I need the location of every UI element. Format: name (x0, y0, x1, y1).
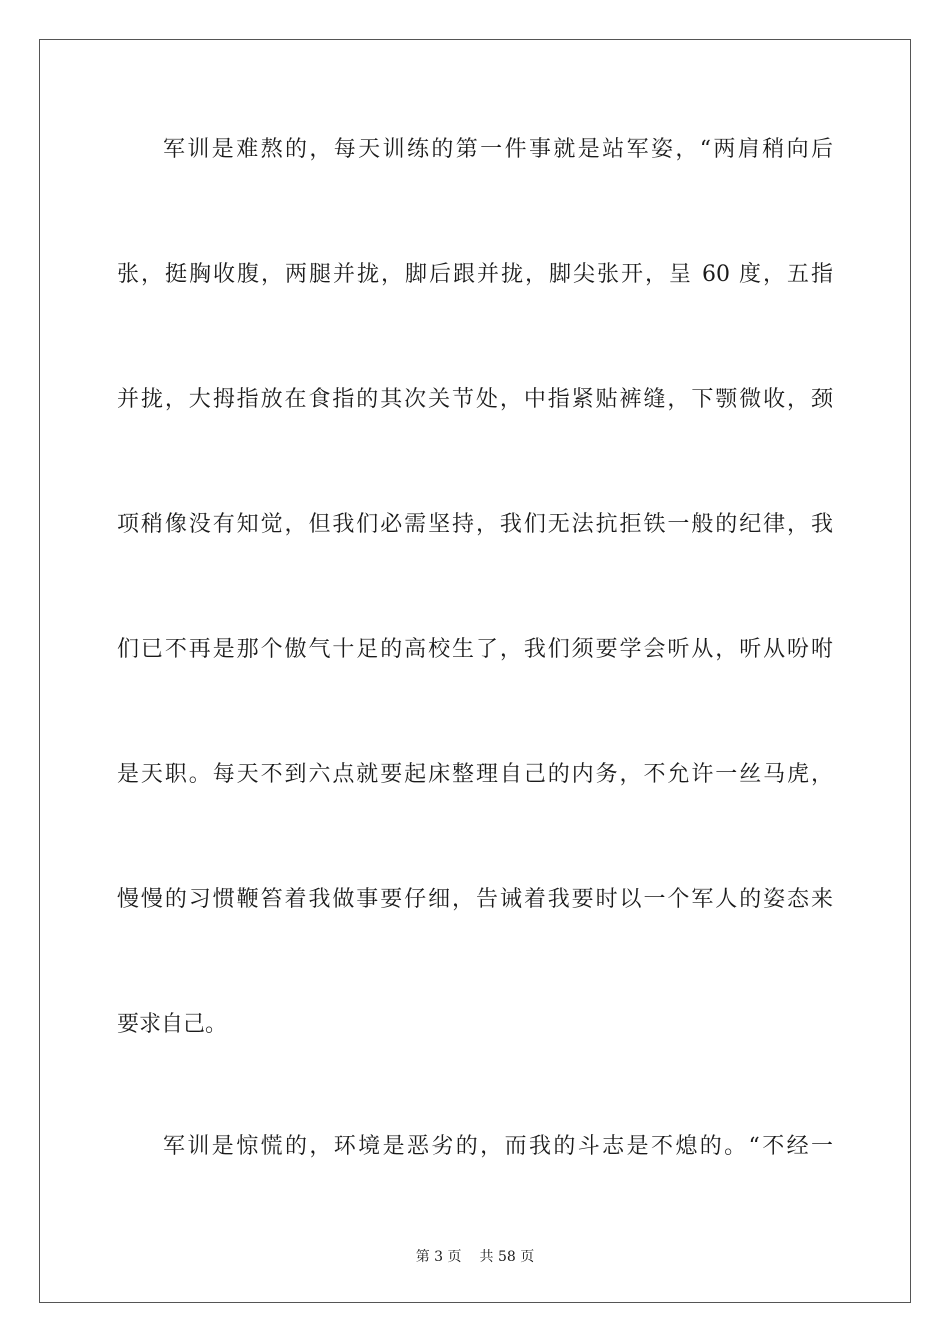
paragraph-1-line-4: 项稍像没有知觉，但我们必需坚持，我们无法抗拒铁一般的纪律，我 (117, 512, 833, 537)
page-footer (0, 1247, 950, 1267)
paragraph-1-line-1: 军训是难熬的，每天训练的第一件事就是站军姿，“两肩稍向后 (163, 137, 833, 162)
paragraph-1-line-7: 慢慢的习惯鞭笞着我做事要仔细，告诫着我要时以一个军人的姿态来 (117, 887, 833, 912)
paragraph-2-line-1: 军训是惊慌的，环境是恶劣的，而我的斗志是不熄的。“不经一 (163, 1134, 833, 1159)
page-frame (39, 39, 911, 1303)
paragraph-1-line-3: 并拢，大拇指放在食指的其次关节处，中指紧贴裤缝，下颚微收，颈 (117, 387, 833, 412)
page-number: 第 3 页 (415, 1249, 462, 1265)
paragraph-1-line-6: 是天职。每天不到六点就要起床整理自己的内务，不允许一丝马虎， (117, 762, 833, 787)
paragraph-1-line-8: 要求自己。 (117, 1012, 228, 1037)
paragraph-1-line-2: 张，挺胸收腹，两腿并拢，脚后跟并拢，脚尖张开，呈 60 度，五指 (117, 262, 833, 287)
page-total: 共 58 页 (479, 1249, 535, 1265)
paragraph-1-line-5: 们已不再是那个傲气十足的高校生了，我们须要学会听从，听从吩咐 (117, 637, 833, 662)
